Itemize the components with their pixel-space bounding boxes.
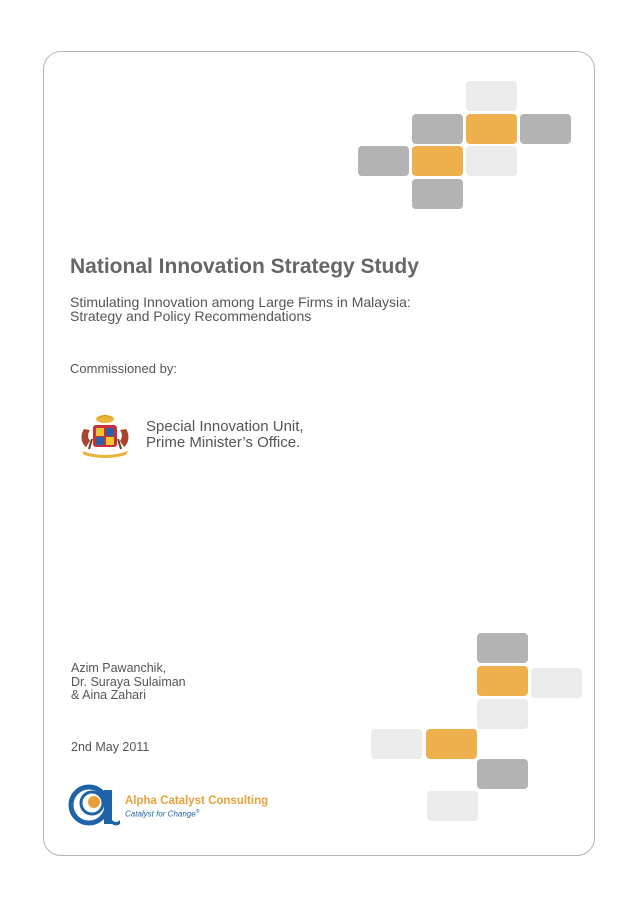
tile	[427, 791, 478, 821]
subtitle-line-2: Strategy and Policy Recommendations	[70, 308, 312, 324]
tile	[466, 81, 517, 111]
tile	[477, 759, 528, 789]
tile	[412, 179, 463, 209]
author-name: Dr. Suraya Sulaiman	[71, 674, 186, 689]
coat-of-arms-icon	[78, 413, 132, 459]
subtitle-line-1: Stimulating Innovation among Large Firms in Malaysia:	[70, 294, 411, 310]
document-subtitle	[70, 295, 411, 323]
tile	[531, 668, 582, 698]
tile	[412, 146, 463, 176]
author-name: Azim Pawanchik,	[71, 661, 167, 675]
sponsor-name	[146, 419, 304, 451]
author-name: & Aina Zahari	[71, 688, 147, 702]
publisher-tagline	[125, 809, 199, 819]
registered-mark: ®	[195, 809, 200, 815]
tile	[426, 729, 477, 759]
tile	[412, 114, 463, 144]
tile	[520, 114, 571, 144]
tagline-text: Catalyst for Change	[125, 809, 196, 819]
author-list	[71, 662, 186, 703]
tile	[466, 114, 517, 144]
alpha-catalyst-logo-icon	[68, 784, 120, 826]
tile	[466, 146, 517, 176]
publication-date: 2nd May 2011	[71, 740, 150, 754]
publisher-name: Alpha Catalyst Consulting	[125, 795, 269, 807]
tile	[477, 666, 528, 696]
commissioned-by-label: Commissioned by:	[70, 361, 177, 376]
tile	[371, 729, 422, 759]
document-title: National Innovation Strategy Study	[70, 255, 419, 278]
tile	[477, 699, 528, 729]
tile	[358, 146, 409, 176]
sponsor-line-1: Special Innovation Unit,	[146, 418, 304, 435]
sponsor-line-2: Prime Minister’s Office.	[146, 434, 301, 451]
tile	[477, 633, 528, 663]
